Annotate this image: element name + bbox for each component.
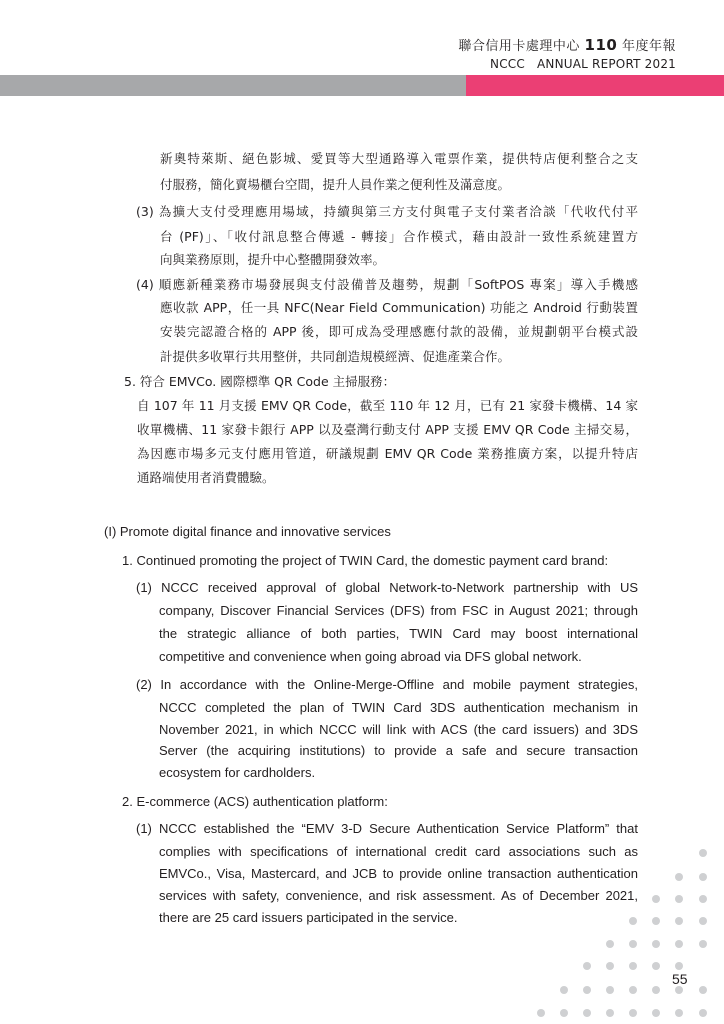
en-subsection-1-heading: 1. Continued promoting the project of TWIN Card, the domestic payment card brand: [122,553,609,568]
zh-paragraph-line: 計提供多收單行共用整併，共同創造規模經濟、促進產業合作。 [160,349,511,364]
zh-paragraph-line: 收單機構、11 家發卡銀行 APP 以及臺灣行動支付 APP 支援 EMV QR Code 主掃交易， [137,422,638,437]
decorative-dot [652,917,660,925]
zh-list-item-3: (3) 為擴大支付受理應用場域，持續與第三方支付與電子支付業者洽談「代收代付平 [136,204,638,219]
decorative-dot [675,962,683,970]
en-list-item-2: (2) In accordance with the Online-Merge-Offline and mobile payment strategies, [136,677,638,692]
decorative-dot [583,986,591,994]
decorative-dot [606,1009,614,1017]
header-year: 110 [584,36,618,54]
decorative-dot [652,940,660,948]
decorative-dot [675,1009,683,1017]
decorative-dot [699,1009,707,1017]
en-section-heading: (I) Promote digital finance and innovative services [104,524,391,539]
zh-paragraph-line: 應收款 APP，任一具 NFC(Near Field Communication) 功能之 Android 行動裝置 [160,300,638,315]
decorative-dot [675,873,683,881]
decorative-dot [606,962,614,970]
en-subsection-2-heading: 2. E-commerce (ACS) authentication platform: [122,794,388,809]
decorative-dot [629,986,637,994]
decorative-dot [699,895,707,903]
decorative-dot [629,940,637,948]
header-zh-title [458,36,676,56]
en-paragraph-line: company, Discover Financial Services (DFS) from FSC in August 2021; through [159,603,638,618]
en-paragraph-line: the strategic alliance of both parties, TWIN Card may boost international [159,626,638,641]
decorative-dot [652,986,660,994]
en-list-item-1: (1) NCCC established the “EMV 3-D Secure Authentication Service Platform” that [136,821,638,836]
zh-paragraph-line: 自 107 年 11 月支援 EMV QR Code，截至 110 年 12 月，已有 21 家發卡機構、14 家 [137,398,638,413]
zh-paragraph-line: 通路端使用者消費體驗。 [137,470,275,485]
decorative-dot [652,895,660,903]
page-number: 55 [672,971,688,987]
decorative-dot [560,986,568,994]
zh-paragraph-line: 付服務，簡化賣場櫃台空間，提升人員作業之便利性及滿意度。 [160,177,511,192]
decorative-dot [675,986,683,994]
decorative-dot [699,917,707,925]
decorative-dot [560,1009,568,1017]
en-paragraph-line: ecosystem for cardholders. [159,765,316,780]
decorative-dot [606,940,614,948]
decorative-dot [699,986,707,994]
zh-paragraph-line: 台 (PF)」、「收付訊息整合傳遞 - 轉接」合作模式，藉由設計一致性系統建置方 [160,229,638,244]
decorative-dot [583,962,591,970]
header-report-label: 年度年報 [621,39,676,54]
en-paragraph-line: Server (the acquiring institutions) to provide a safe and secure transaction [159,743,638,758]
en-paragraph-line: there are 25 card issuers participated in the service. [159,910,458,925]
decorative-dot [699,849,707,857]
decorative-dot [629,1009,637,1017]
header-bar-gray [0,75,466,96]
decorative-dot [583,1009,591,1017]
en-paragraph-line: competitive and convenience when going abroad via DFS global network. [159,649,582,664]
en-list-item-1: (1) NCCC received approval of global Network-to-Network partnership with US [136,580,638,595]
header-org-name: 聯合信用卡處理中心 [458,39,580,54]
en-paragraph-line: November 2021, in which NCCC will link with ACS (the card issuers) and 3DS [159,722,638,737]
decorative-dot [652,962,660,970]
en-paragraph-line: complies with specifications of international credit card associations such as [159,844,638,859]
report-header [458,36,676,72]
decorative-dot [675,895,683,903]
decorative-dot [699,873,707,881]
header-en-title: NCCC ANNUAL REPORT 2021 [490,57,676,71]
en-paragraph-line: services with safety, convenience, and risk assessment. As of December 2021, [159,888,638,903]
header-bar-pink [466,75,724,96]
zh-paragraph-line: 安裝完認證合格的 APP 後，即可成為受理感應付款的設備，並規劃朝平台模式設 [160,324,638,339]
zh-paragraph-line: 向與業務原則，提升中心整體開發效率。 [160,252,386,267]
decorative-dot [537,1009,545,1017]
decorative-dot [652,1009,660,1017]
decorative-dot [606,986,614,994]
en-paragraph-line: EMVCo., Visa, Mastercard, and JCB to provide online transaction authentication [159,866,638,881]
zh-section-5-heading: 5. 符合 EMVCo. 國際標準 QR Code 主掃服務： [124,374,396,389]
decorative-dot [675,940,683,948]
zh-list-item-4: (4) 順應新種業務市場發展與支付設備普及趨勢，規劃「SoftPOS 專案」導入手機感 [136,277,638,292]
decorative-dot [675,917,683,925]
decorative-dot [699,940,707,948]
decorative-dot [629,917,637,925]
en-paragraph-line: NCCC completed the plan of TWIN Card 3DS authentication mechanism in [159,700,638,715]
zh-paragraph-line: 為因應市場多元支付應用管道，研議規劃 EMV QR Code 業務推廣方案，以提升特店 [137,446,638,461]
zh-paragraph-line: 新奧特萊斯、絕色影城、愛買等大型通路導入電票作業，提供特店便利整合之支 [160,151,638,166]
decorative-dot [629,962,637,970]
